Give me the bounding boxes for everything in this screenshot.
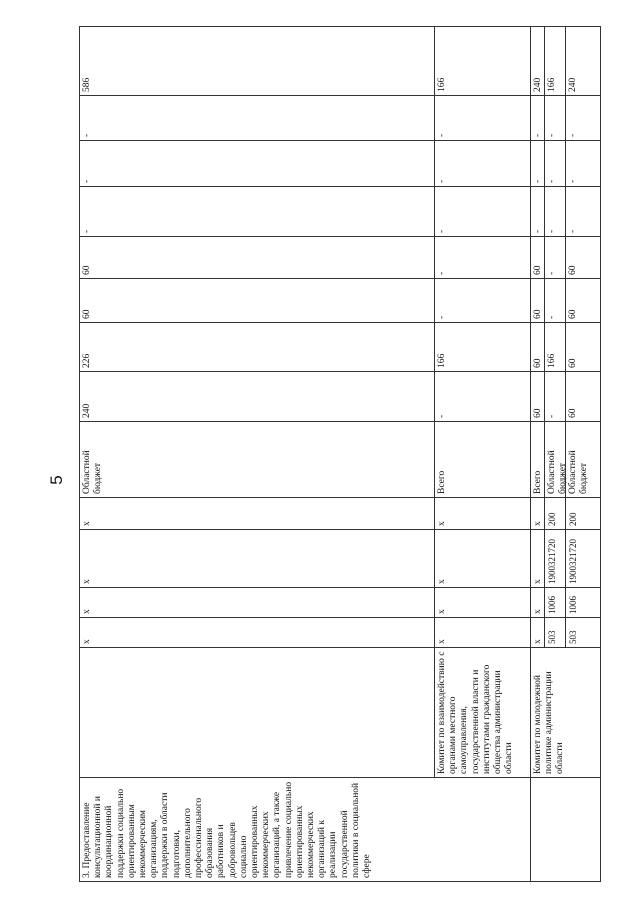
funding-source: Всего bbox=[435, 422, 545, 498]
value-cell: 60 bbox=[566, 323, 601, 372]
value-cell: 60 bbox=[531, 372, 566, 422]
value-cell: - bbox=[531, 141, 566, 187]
code-cell: 200 bbox=[566, 498, 601, 530]
value-cell: - bbox=[435, 237, 545, 279]
committee2-container bbox=[530, 27, 600, 882]
code-cell: х bbox=[435, 588, 545, 618]
code-cell: 1006 bbox=[566, 588, 601, 618]
value-cell: 60 bbox=[566, 237, 601, 279]
funding-source: Областной бюджет bbox=[80, 422, 435, 498]
value-cell: - bbox=[566, 141, 601, 187]
committee-name: Комитет по молодежной политике администрации области bbox=[531, 648, 601, 778]
value-cell: - bbox=[80, 96, 435, 141]
value-cell: 60 bbox=[566, 279, 601, 323]
code-cell: 503 bbox=[545, 618, 601, 648]
funding-source: Всего bbox=[531, 422, 566, 498]
code-cell: 503 bbox=[566, 618, 601, 648]
value-cell: 60 bbox=[566, 372, 601, 422]
value-cell: - bbox=[435, 372, 545, 422]
value-cell: - bbox=[545, 237, 601, 279]
value-cell: 240 bbox=[566, 27, 601, 96]
code-cell: 200 bbox=[545, 498, 601, 530]
value-cell: - bbox=[531, 187, 566, 237]
code-cell: 1900321720 bbox=[566, 530, 601, 588]
value-cell: - bbox=[545, 96, 601, 141]
value-cell: 166 bbox=[435, 323, 545, 372]
empty-cell bbox=[531, 778, 601, 882]
value-cell: - bbox=[435, 141, 545, 187]
code-cell: х bbox=[531, 530, 566, 588]
code-cell: х bbox=[80, 530, 435, 588]
event-description: 3. Предоставление консультационной и координационной поддержки социально ориентированным некоммерческим организациям, поддержки в области подготовки, дополнительного профессионального образования работников и добровольцев социально ориентированных некоммерческих организаций, а также привлечение социально ориентированных некоммерческих организаций к реализации государственной политики в социальной сфере bbox=[80, 778, 601, 882]
code-cell: х bbox=[435, 618, 545, 648]
value-cell: 166 bbox=[545, 323, 601, 372]
value-cell: 60 bbox=[531, 279, 566, 323]
value-cell: - bbox=[545, 279, 601, 323]
value-cell: - bbox=[545, 372, 601, 422]
responsible-cell bbox=[80, 648, 435, 778]
value-cell: - bbox=[566, 96, 601, 141]
code-cell: х bbox=[80, 588, 435, 618]
value-cell: - bbox=[435, 187, 545, 237]
table-row bbox=[531, 27, 566, 882]
code-cell: х bbox=[531, 618, 566, 648]
value-cell: - bbox=[435, 96, 545, 141]
value-cell: 240 bbox=[531, 27, 566, 96]
table-row bbox=[80, 27, 435, 882]
code-cell: х bbox=[80, 618, 435, 648]
value-cell: 586 bbox=[80, 27, 435, 96]
value-cell: 166 bbox=[435, 27, 545, 96]
value-cell: - bbox=[566, 187, 601, 237]
value-cell: - bbox=[531, 96, 566, 141]
value-cell: - bbox=[80, 187, 435, 237]
committee-name: Комитет по взаимодействию с органами местного самоуправления, государственной власти и институтами гражданского общества администрации области bbox=[435, 648, 601, 778]
code-cell: х bbox=[435, 498, 545, 530]
code-cell: х bbox=[531, 588, 566, 618]
code-cell: 1006 bbox=[545, 588, 601, 618]
budget-table-container bbox=[79, 27, 600, 882]
table-row bbox=[435, 27, 545, 882]
value-cell: 60 bbox=[80, 279, 435, 323]
value-cell: 60 bbox=[80, 237, 435, 279]
value-cell: 240 bbox=[80, 372, 435, 422]
value-cell: - bbox=[435, 279, 545, 323]
value-cell: 60 bbox=[531, 323, 566, 372]
code-cell: х bbox=[531, 498, 566, 530]
committee2-table bbox=[530, 26, 601, 882]
value-cell: 60 bbox=[531, 237, 566, 279]
funding-source: Областной бюджет bbox=[566, 422, 601, 498]
value-cell: - bbox=[545, 141, 601, 187]
code-cell: х bbox=[80, 498, 435, 530]
value-cell: 226 bbox=[80, 323, 435, 372]
budget-table bbox=[79, 26, 601, 882]
value-cell: 166 bbox=[545, 27, 601, 96]
value-cell: - bbox=[80, 141, 435, 187]
code-cell: х bbox=[435, 530, 545, 588]
page-number: 5 bbox=[47, 475, 66, 485]
code-cell: 1900321720 bbox=[545, 530, 601, 588]
value-cell: - bbox=[545, 187, 601, 237]
funding-source: Областной бюджет bbox=[545, 422, 601, 498]
